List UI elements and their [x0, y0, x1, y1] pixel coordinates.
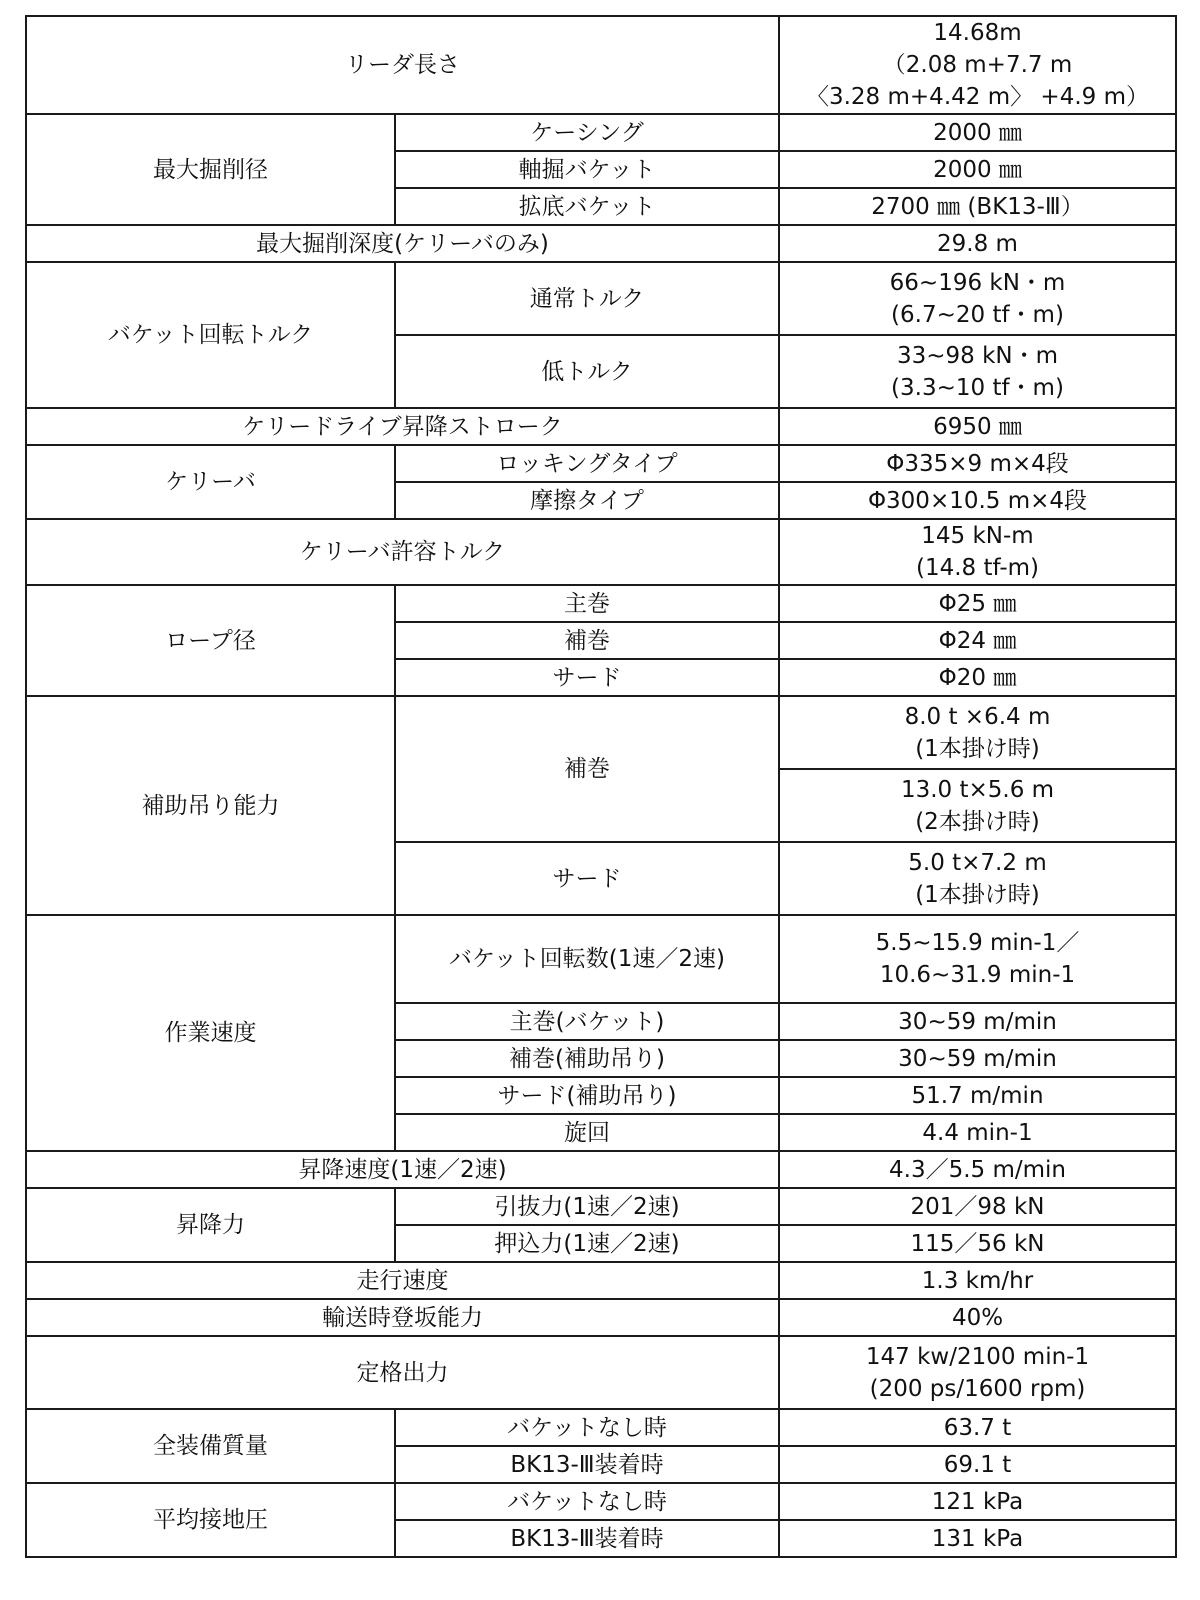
spec-sub-label: 通常トルク: [395, 262, 779, 335]
spec-group-label: 全装備質量: [26, 1409, 395, 1483]
spec-table-body: [26, 16, 1176, 1557]
spec-value: 115／56 kN: [779, 1225, 1176, 1262]
spec-value: 4.4 min-1: [779, 1114, 1176, 1151]
spec-value: 51.7 m/min: [779, 1077, 1176, 1114]
spec-sub-label: サード: [395, 659, 779, 696]
spec-value: 14.68m （2.08 m+7.7 m 〈3.28 m+4.42 m〉 +4.9 m）: [779, 16, 1176, 114]
spec-sub-label: 主巻: [395, 585, 779, 622]
spec-sub-label: 補巻: [395, 622, 779, 659]
spec-group-label: 作業速度: [26, 915, 395, 1151]
table-row: [26, 519, 1176, 585]
spec-label: 輸送時登坂能力: [26, 1299, 779, 1336]
spec-value: 13.0 t×5.6 m (2本掛け時): [779, 769, 1176, 842]
spec-group-label: バケット回転トルク: [26, 262, 395, 408]
table-row: [26, 915, 1176, 1003]
spec-sub-label: 引抜力(1速／2速): [395, 1188, 779, 1225]
spec-sub-label: BK13-Ⅲ装着時: [395, 1520, 779, 1557]
spec-value: Φ25 ㎜: [779, 585, 1176, 622]
spec-sub-label: バケット回転数(1速／2速): [395, 915, 779, 1003]
table-row: [26, 1188, 1176, 1225]
spec-label: 昇降速度(1速／2速): [26, 1151, 779, 1188]
spec-value: 30~59 m/min: [779, 1003, 1176, 1040]
table-row: [26, 1336, 1176, 1409]
spec-value: 121 kPa: [779, 1483, 1176, 1520]
table-row: [26, 696, 1176, 769]
spec-sub-label: 低トルク: [395, 335, 779, 408]
spec-value: Φ24 ㎜: [779, 622, 1176, 659]
spec-value: 147 kw/2100 min-1 (200 ps/1600 rpm): [779, 1336, 1176, 1409]
spec-table: [25, 15, 1177, 1558]
table-row: [26, 1409, 1176, 1446]
spec-label: 定格出力: [26, 1336, 779, 1409]
spec-sub-label: サード(補助吊り): [395, 1077, 779, 1114]
spec-sub-label: 補巻: [395, 696, 779, 842]
spec-value: 66~196 kN・m (6.7~20 tf・m): [779, 262, 1176, 335]
spec-label: 最大掘削深度(ケリーバのみ): [26, 225, 779, 262]
spec-sub-label: サード: [395, 842, 779, 915]
spec-value: 5.0 t×7.2 m (1本掛け時): [779, 842, 1176, 915]
spec-sub-label: 旋回: [395, 1114, 779, 1151]
spec-value: 131 kPa: [779, 1520, 1176, 1557]
spec-group-label: 平均接地圧: [26, 1483, 395, 1557]
spec-label: 走行速度: [26, 1262, 779, 1299]
table-row: [26, 262, 1176, 335]
spec-sub-label: 軸掘バケット: [395, 151, 779, 188]
table-row: [26, 16, 1176, 114]
spec-value: 1.3 km/hr: [779, 1262, 1176, 1299]
spec-sub-label: バケットなし時: [395, 1483, 779, 1520]
spec-value: 8.0 t ×6.4 m (1本掛け時): [779, 696, 1176, 769]
spec-group-label: ロープ径: [26, 585, 395, 696]
table-row: [26, 1262, 1176, 1299]
spec-label: ケリードライブ昇降ストローク: [26, 408, 779, 445]
spec-sub-label: 拡底バケット: [395, 188, 779, 225]
spec-value: 40%: [779, 1299, 1176, 1336]
spec-sub-label: ロッキングタイプ: [395, 445, 779, 482]
spec-group-label: 昇降力: [26, 1188, 395, 1262]
table-row: [26, 114, 1176, 151]
spec-group-label: ケリーバ: [26, 445, 395, 519]
spec-group-label: 補助吊り能力: [26, 696, 395, 915]
spec-value: Φ335×9 m×4段: [779, 445, 1176, 482]
spec-value: 29.8 m: [779, 225, 1176, 262]
spec-group-label: 最大掘削径: [26, 114, 395, 225]
spec-value: 6950 ㎜: [779, 408, 1176, 445]
spec-sub-label: 主巻(バケット): [395, 1003, 779, 1040]
spec-label: ケリーバ許容トルク: [26, 519, 779, 585]
spec-value: 201／98 kN: [779, 1188, 1176, 1225]
spec-value: 5.5~15.9 min-1／ 10.6~31.9 min-1: [779, 915, 1176, 1003]
spec-value: 69.1 t: [779, 1446, 1176, 1483]
spec-value: 2000 ㎜: [779, 114, 1176, 151]
table-row: [26, 408, 1176, 445]
spec-value: 2700 ㎜ (BK13-Ⅲ）: [779, 188, 1176, 225]
spec-sub-label: 押込力(1速／2速): [395, 1225, 779, 1262]
table-row: [26, 1299, 1176, 1336]
spec-sub-label: 補巻(補助吊り): [395, 1040, 779, 1077]
table-row: [26, 1483, 1176, 1520]
table-row: [26, 225, 1176, 262]
spec-value: 2000 ㎜: [779, 151, 1176, 188]
spec-value: 4.3／5.5 m/min: [779, 1151, 1176, 1188]
spec-label: リーダ長さ: [26, 16, 779, 114]
spec-sub-label: ケーシング: [395, 114, 779, 151]
spec-sub-label: 摩擦タイプ: [395, 482, 779, 519]
spec-sub-label: バケットなし時: [395, 1409, 779, 1446]
spec-value: 63.7 t: [779, 1409, 1176, 1446]
table-row: [26, 445, 1176, 482]
table-row: [26, 585, 1176, 622]
spec-value: Φ20 ㎜: [779, 659, 1176, 696]
spec-value: 33~98 kN・m (3.3~10 tf・m): [779, 335, 1176, 408]
spec-sub-label: BK13-Ⅲ装着時: [395, 1446, 779, 1483]
spec-value: 30~59 m/min: [779, 1040, 1176, 1077]
spec-value: Φ300×10.5 m×4段: [779, 482, 1176, 519]
spec-value: 145 kN-m (14.8 tf-m): [779, 519, 1176, 585]
table-row: [26, 1151, 1176, 1188]
